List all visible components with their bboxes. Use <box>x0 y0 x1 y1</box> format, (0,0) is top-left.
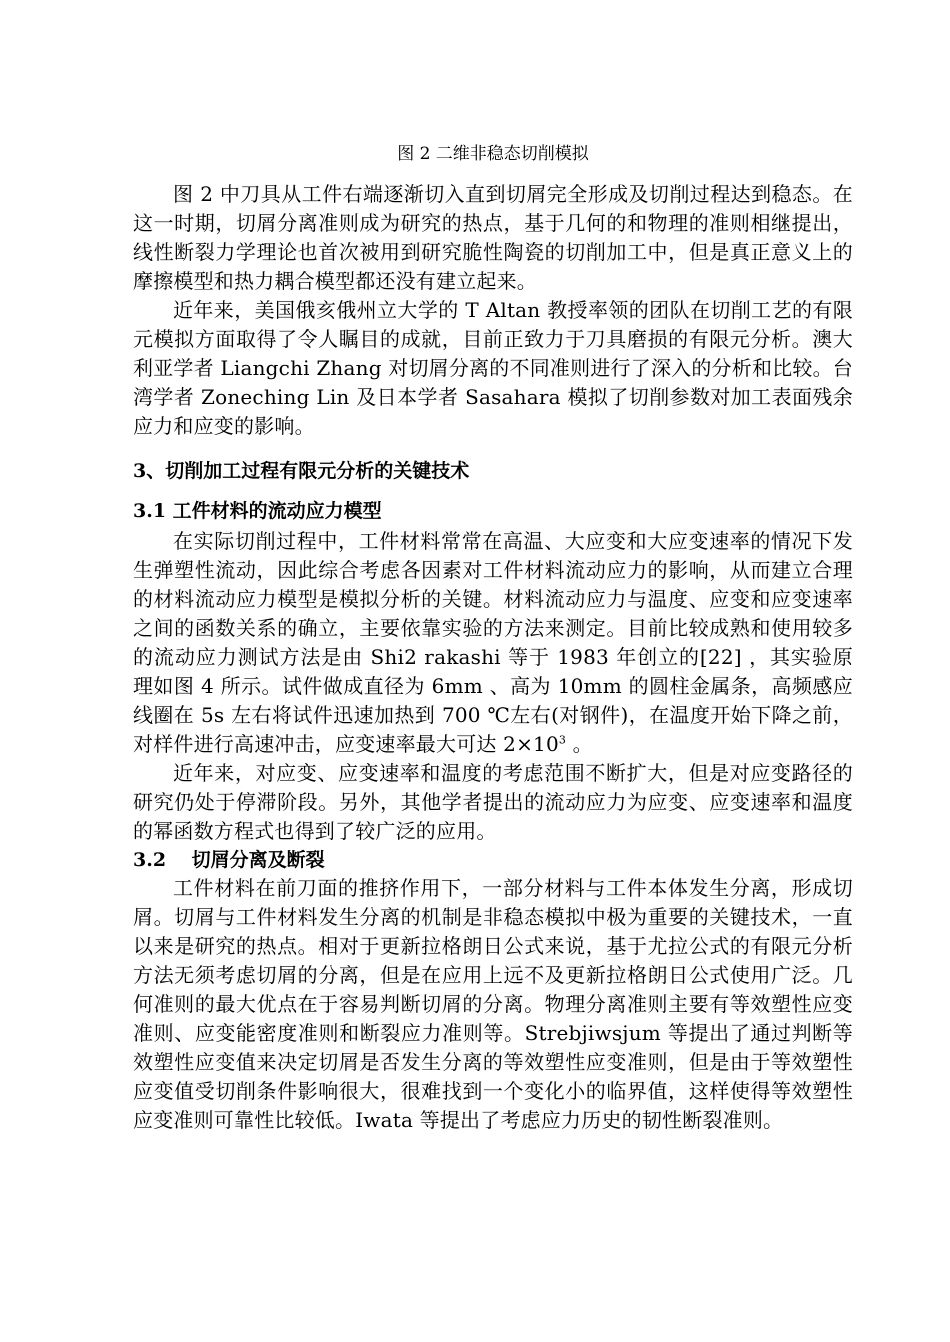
paragraph: 图 2 中刀具从工件右端逐渐切入直到切屑完全形成及切削过程达到稳态。在这一时期，切屑分离准则成为研究的热点，基于几何的和物理的准则相继提出，线性断裂力学理论也首次被用到研究脆性陶瓷的切削加工中，但是真正意义上的摩擦模型和热力耦合模型都还没有建立起来。 <box>133 182 853 293</box>
section-heading: 3、切削加工过程有限元分析的关键技术 <box>133 460 470 482</box>
page-content <box>133 140 853 1135</box>
subsection-heading: 3.1 工件材料的流动应力模型 <box>133 500 382 522</box>
paragraph-tail: 。 <box>566 732 593 756</box>
paragraph: 近年来，美国俄亥俄州立大学的 T Altan 教授率领的团队在切削工艺的有限元模拟方面取得了令人瞩目的成就，目前正致力于刀具磨损的有限元分析。澳大利亚学者 Liangchi Zhang 对切屑分离的不同准则进行了深入的分析和比较。台湾学者 Zoneching Lin 及日本学者 Sasahara 模拟了切削参数对加工表面残余应力和应变的影响。 <box>133 298 853 438</box>
paragraph-text: 在实际切削过程中，工件材料常常在高温、大应变和大应变速率的情况下发生弹塑性流动，因此综合考虑各因素对工件材料流动应力的影响，从而建立合理的材料流动应力模型是模拟分析的关键。材料流动应力与温度、应变和应变速率之间的函数关系的确立，主要依靠实验的方法来测定。目前比较成熟和使用较多的流动应力测试方法是由 Shi2 rakashi 等于 1983 年创立的[22] ，其实验原理如图 4 所示。试件做成直径为 6mm 、高为 10mm 的圆柱金属条，高频感应线圈在 5s 左右将试件迅速加热到 700 ℃左右(对钢件)，在温度开始下降之前，对样件进行高速冲击，应变速率最大可达 2×10 <box>133 529 853 756</box>
paragraph: 工件材料在前刀面的推挤作用下，一部分材料与工件本体发生分离，形成切屑。切屑与工件材料发生分离的机制是非稳态模拟中极为重要的关键技术，一直以来是研究的热点。相对于更新拉格朗日公式来说，基于尤拉公式的有限元分析方法无须考虑切屑的分离，但是在应用上远不及更新拉格朗日公式使用广泛。几何准则的最大优点在于容易判断切屑的分离。物理分离准则主要有等效塑性应变准则、应变能密度准则和断裂应力准则等。Strebjiwsjum 等提出了通过判断等效塑性应变值来决定切屑是否发生分离的等效塑性应变准则，但是由于等效塑性应变值受切削条件影响很大，很难找到一个变化小的临界值，这样使得等效塑性应变准则可靠性比较低。Iwata 等提出了考虑应力历史的韧性断裂准则。 <box>133 876 853 1132</box>
superscript-exponent: 3 <box>558 733 567 747</box>
paragraph: 近年来，对应变、应变速率和温度的考虑范围不断扩大，但是对应变路径的研究仍处于停滞阶段。另外，其他学者提出的流动应力为应变、应变速率和温度的幂函数方程式也得到了较广泛的应用。 <box>133 761 853 843</box>
paragraph <box>133 527 853 759</box>
figure-caption: 图 2 二维非稳态切削模拟 <box>397 144 589 164</box>
subsection-heading: 3.2 切屑分离及断裂 <box>133 849 325 871</box>
